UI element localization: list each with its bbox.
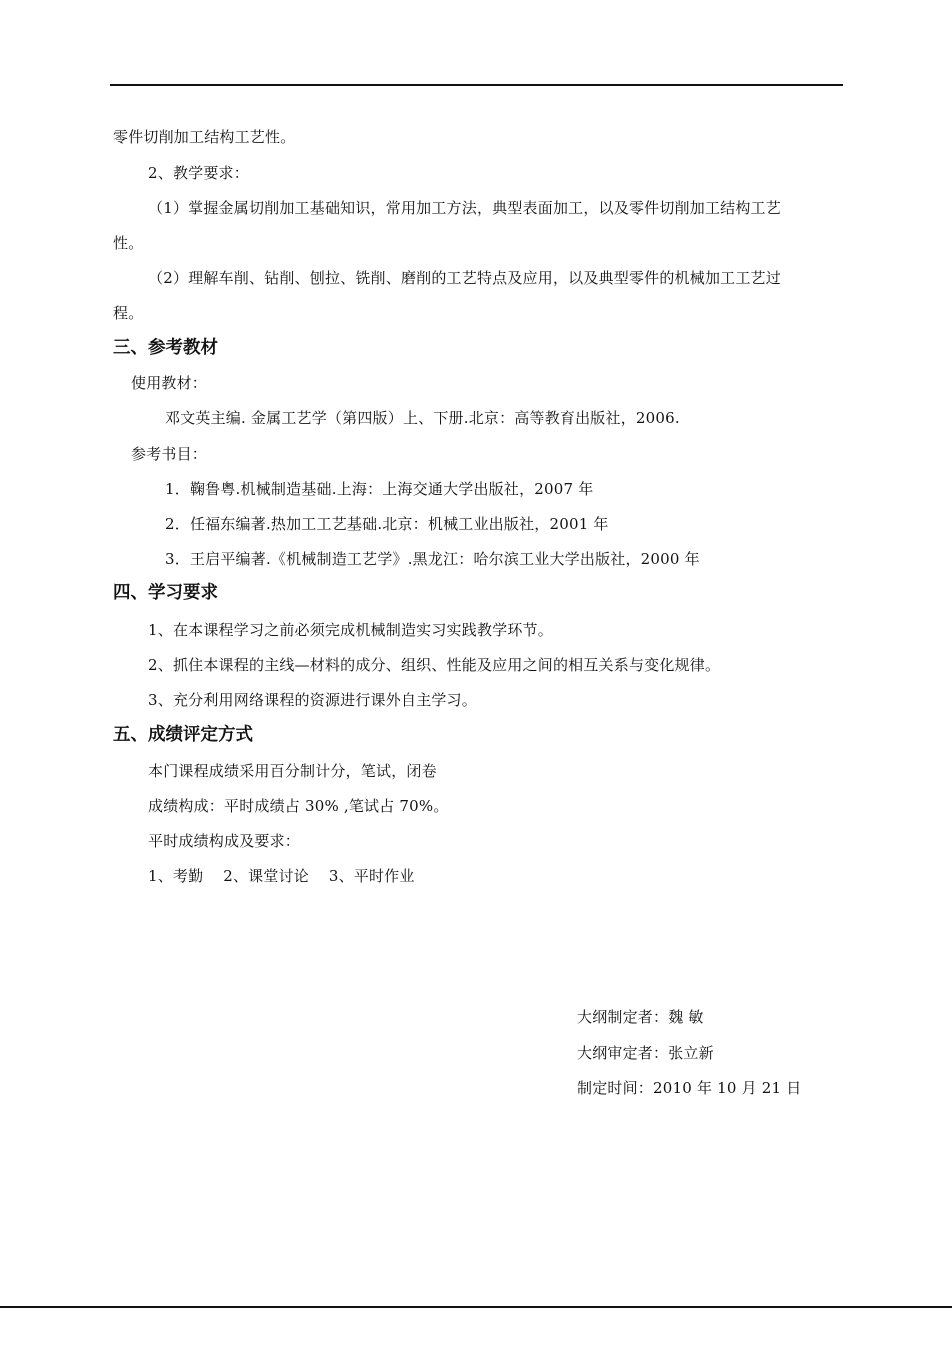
requirement-2-line-1: （2）理解车削、钻削、刨拉、铣削、磨削的工艺特点及应用，以及典型零件的机械加工工艺过 — [148, 269, 781, 287]
teaching-requirements-title: 2、教学要求： — [148, 164, 249, 182]
reference-item: 3．王启平编著.《机械制造工艺学》.黑龙江：哈尔滨工业大学出版社，2000 年 — [165, 550, 700, 568]
grading-line: 成绩构成：平时成绩占 30% ,笔试占 70%。 — [148, 797, 449, 815]
learning-requirement-item: 2、抓住本课程的主线—材料的成分、组织、性能及应用之间的相互关系与变化规律。 — [148, 656, 721, 674]
outline-date: 制定时间：2010 年 10 月 21 日 — [577, 1079, 802, 1097]
continuation-text: 零件切削加工结构工艺性。 — [113, 128, 296, 146]
requirement-1-line-2: 性。 — [113, 234, 144, 252]
learning-requirement-item: 1、在本课程学习之前必须完成机械制造实习实践教学环节。 — [148, 621, 553, 639]
section-4-heading: 四、学习要求 — [113, 583, 218, 603]
outline-reviewer: 大纲审定者：张立新 — [577, 1044, 714, 1062]
learning-requirement-item: 3、充分利用网络课程的资源进行课外自主学习。 — [148, 691, 477, 709]
outline-author: 大纲制定者：魏 敏 — [577, 1008, 704, 1026]
textbook-label: 使用教材： — [131, 374, 208, 392]
reference-item: 2．任福东编著.热加工工艺基础.北京：机械工业出版社，2001 年 — [165, 515, 609, 533]
section-3-heading: 三、参考教材 — [113, 338, 218, 358]
textbook-entry: 邓文英主编. 金属工艺学（第四版）上、下册.北京：高等教育出版社，2006. — [165, 409, 680, 427]
reference-item: 1．鞠鲁粤.机械制造基础.上海：上海交通大学出版社，2007 年 — [165, 480, 594, 498]
requirement-1-line-1: （1）掌握金属切削加工基础知识，常用加工方法，典型表面加工，以及零件切削加工结构工艺 — [148, 199, 781, 217]
grading-line: 平时成绩构成及要求： — [148, 832, 301, 850]
header-rule — [110, 84, 843, 86]
grading-line: 本门课程成绩采用百分制计分，笔试，闭卷 — [148, 762, 437, 780]
grading-components: 1、考勤 2、课堂讨论 3、平时作业 — [148, 867, 415, 885]
references-label: 参考书目： — [131, 445, 208, 463]
footer-rule — [0, 1306, 952, 1308]
requirement-2-line-2: 程。 — [113, 304, 144, 322]
section-5-heading: 五、成绩评定方式 — [113, 725, 253, 745]
